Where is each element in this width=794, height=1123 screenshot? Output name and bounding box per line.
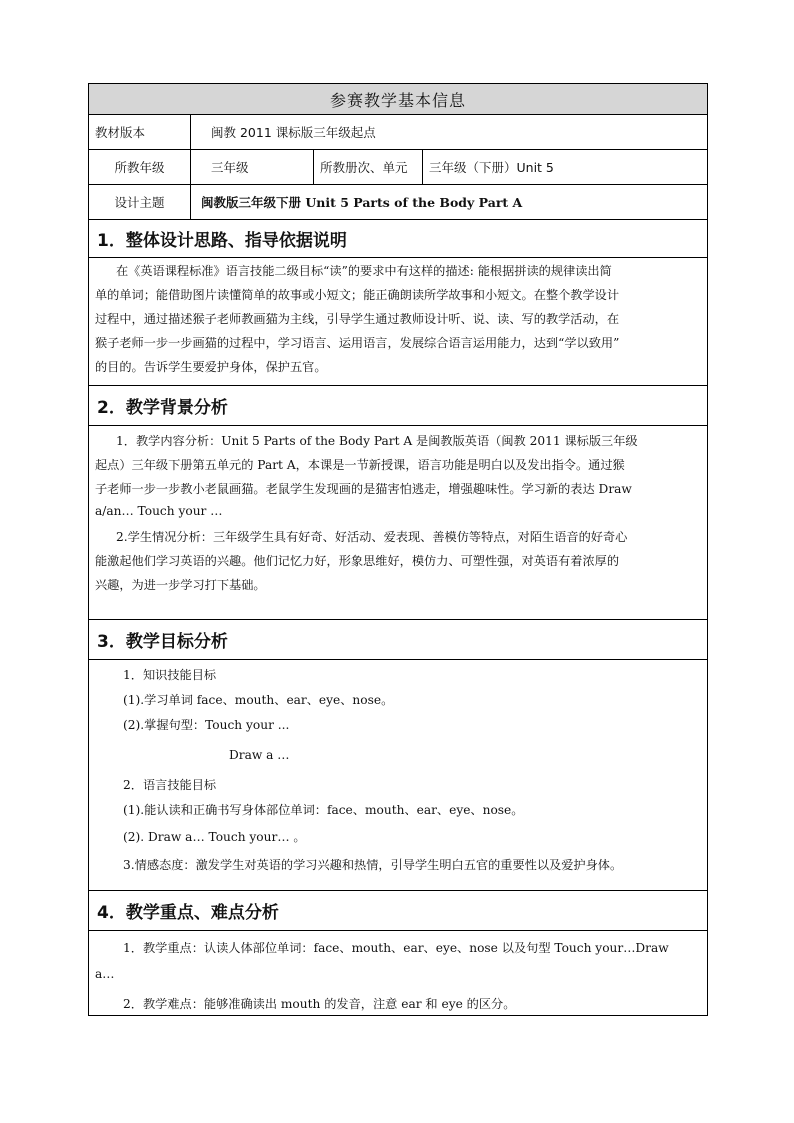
info-table	[88, 83, 708, 1016]
textbook-value: 闽教 2011 课标版三年级起点	[190, 115, 707, 149]
section3-heading: 3．教学目标分析	[97, 632, 228, 652]
section3-body	[89, 659, 707, 890]
grade-value: 三年级	[190, 150, 313, 184]
section2-line: 起点）三年级下册第五单元的 Part A，本课是一节新授课，语言功能是明白以及发出指令。通过猴	[95, 458, 625, 472]
topic-row	[89, 184, 707, 219]
section2-heading-row	[89, 385, 707, 425]
section1-heading: 1．整体设计思路、指导依据说明	[97, 231, 347, 251]
section1-line: 的目的。告诉学生要爱护身体，保护五官。	[95, 360, 327, 374]
section4-heading-row	[89, 890, 707, 930]
section2-body	[89, 425, 707, 619]
grade-label: 所教年级	[114, 160, 165, 175]
section2-line: 2.学生情况分析：三年级学生具有好奇、好活动、爱表现、善模仿等特点，对陌生语音的好奇心	[116, 530, 628, 544]
unit-value: 三年级（下册）Unit 5	[422, 150, 707, 184]
section1-line: 过程中，通过描述猴子老师教画猫为主线，引导学生通过教师设计听、说、读、写的教学活动，在	[95, 312, 620, 326]
topic-value: 闽教版三年级下册 Unit 5 Parts of the Body Part A	[190, 185, 707, 219]
section3-line: 1．知识技能目标	[123, 668, 217, 682]
textbook-label: 教材版本	[95, 125, 146, 140]
section3-line: (1).学习单词 face、mouth、ear、eye、nose。	[123, 693, 394, 707]
section2-heading: 2．教学背景分析	[97, 398, 228, 418]
section4-line: a…	[95, 967, 115, 981]
section4-heading: 4．教学重点、难点分析	[97, 903, 279, 923]
section3-line: 3.情感态度：激发学生对英语的学习兴趣和热情，引导学生明白五官的重要性以及爱护身体。	[123, 858, 623, 872]
unit-label: 所教册次、单元	[313, 150, 422, 184]
section3-line: (2). Draw a… Touch your… 。	[123, 830, 306, 844]
section2-line: a/an… Touch your …	[95, 504, 223, 518]
section2-line: 1．教学内容分析：Unit 5 Parts of the Body Part A 是闽教版英语（闽教 2011 课标版三年级	[116, 434, 638, 448]
section1-line: 在《英语课程标准》语言技能二级目标“读”的要求中有这样的描述: 能根据拼读的规律读出简	[116, 264, 612, 278]
table-title: 参赛教学基本信息	[329, 90, 466, 110]
section3-line: 2．语言技能目标	[123, 778, 217, 792]
section2-line: 兴趣，为进一步学习打下基础。	[95, 578, 266, 592]
section3-heading-row	[89, 619, 707, 659]
section2-line: 能激起他们学习英语的兴趣。他们记忆力好，形象思维好，模仿力、可塑性强，对英语有着浓厚的	[95, 554, 620, 568]
textbook-row	[89, 114, 707, 149]
section2-line: 子老师一步一步教小老鼠画猫。老鼠学生发现画的是猫害怕逃走，增强趣味性。学习新的表达 Draw	[95, 482, 632, 496]
topic-label: 设计主题	[114, 195, 165, 210]
section4-line: 1．教学重点：认读人体部位单词：face、mouth、ear、eye、nose 以及句型 Touch your…Draw	[123, 941, 669, 955]
section1-line: 猴子老师一步一步画猫的过程中，学习语言、运用语言，发展综合语言运用能力，达到“学以致用”	[95, 336, 620, 350]
section1-body	[89, 257, 707, 385]
section3-line: (1).能认读和正确书写身体部位单词：face、mouth、ear、eye、nose。	[123, 803, 524, 817]
section1-line: 单的单词；能借助图片读懂简单的故事或小短文；能正确朗读所学故事和小短文。在整个教学设计	[95, 288, 620, 302]
section4-line: 2．教学难点：能够准确读出 mouth 的发音，注意 ear 和 eye 的区分。	[123, 997, 516, 1011]
section1-heading-row	[89, 219, 707, 257]
section3-line: Draw a …	[229, 748, 290, 762]
grade-row	[89, 149, 707, 184]
section4-body	[89, 930, 707, 1016]
table-title-row	[89, 84, 707, 114]
section3-line: (2).掌握句型：Touch your ...	[123, 718, 290, 732]
